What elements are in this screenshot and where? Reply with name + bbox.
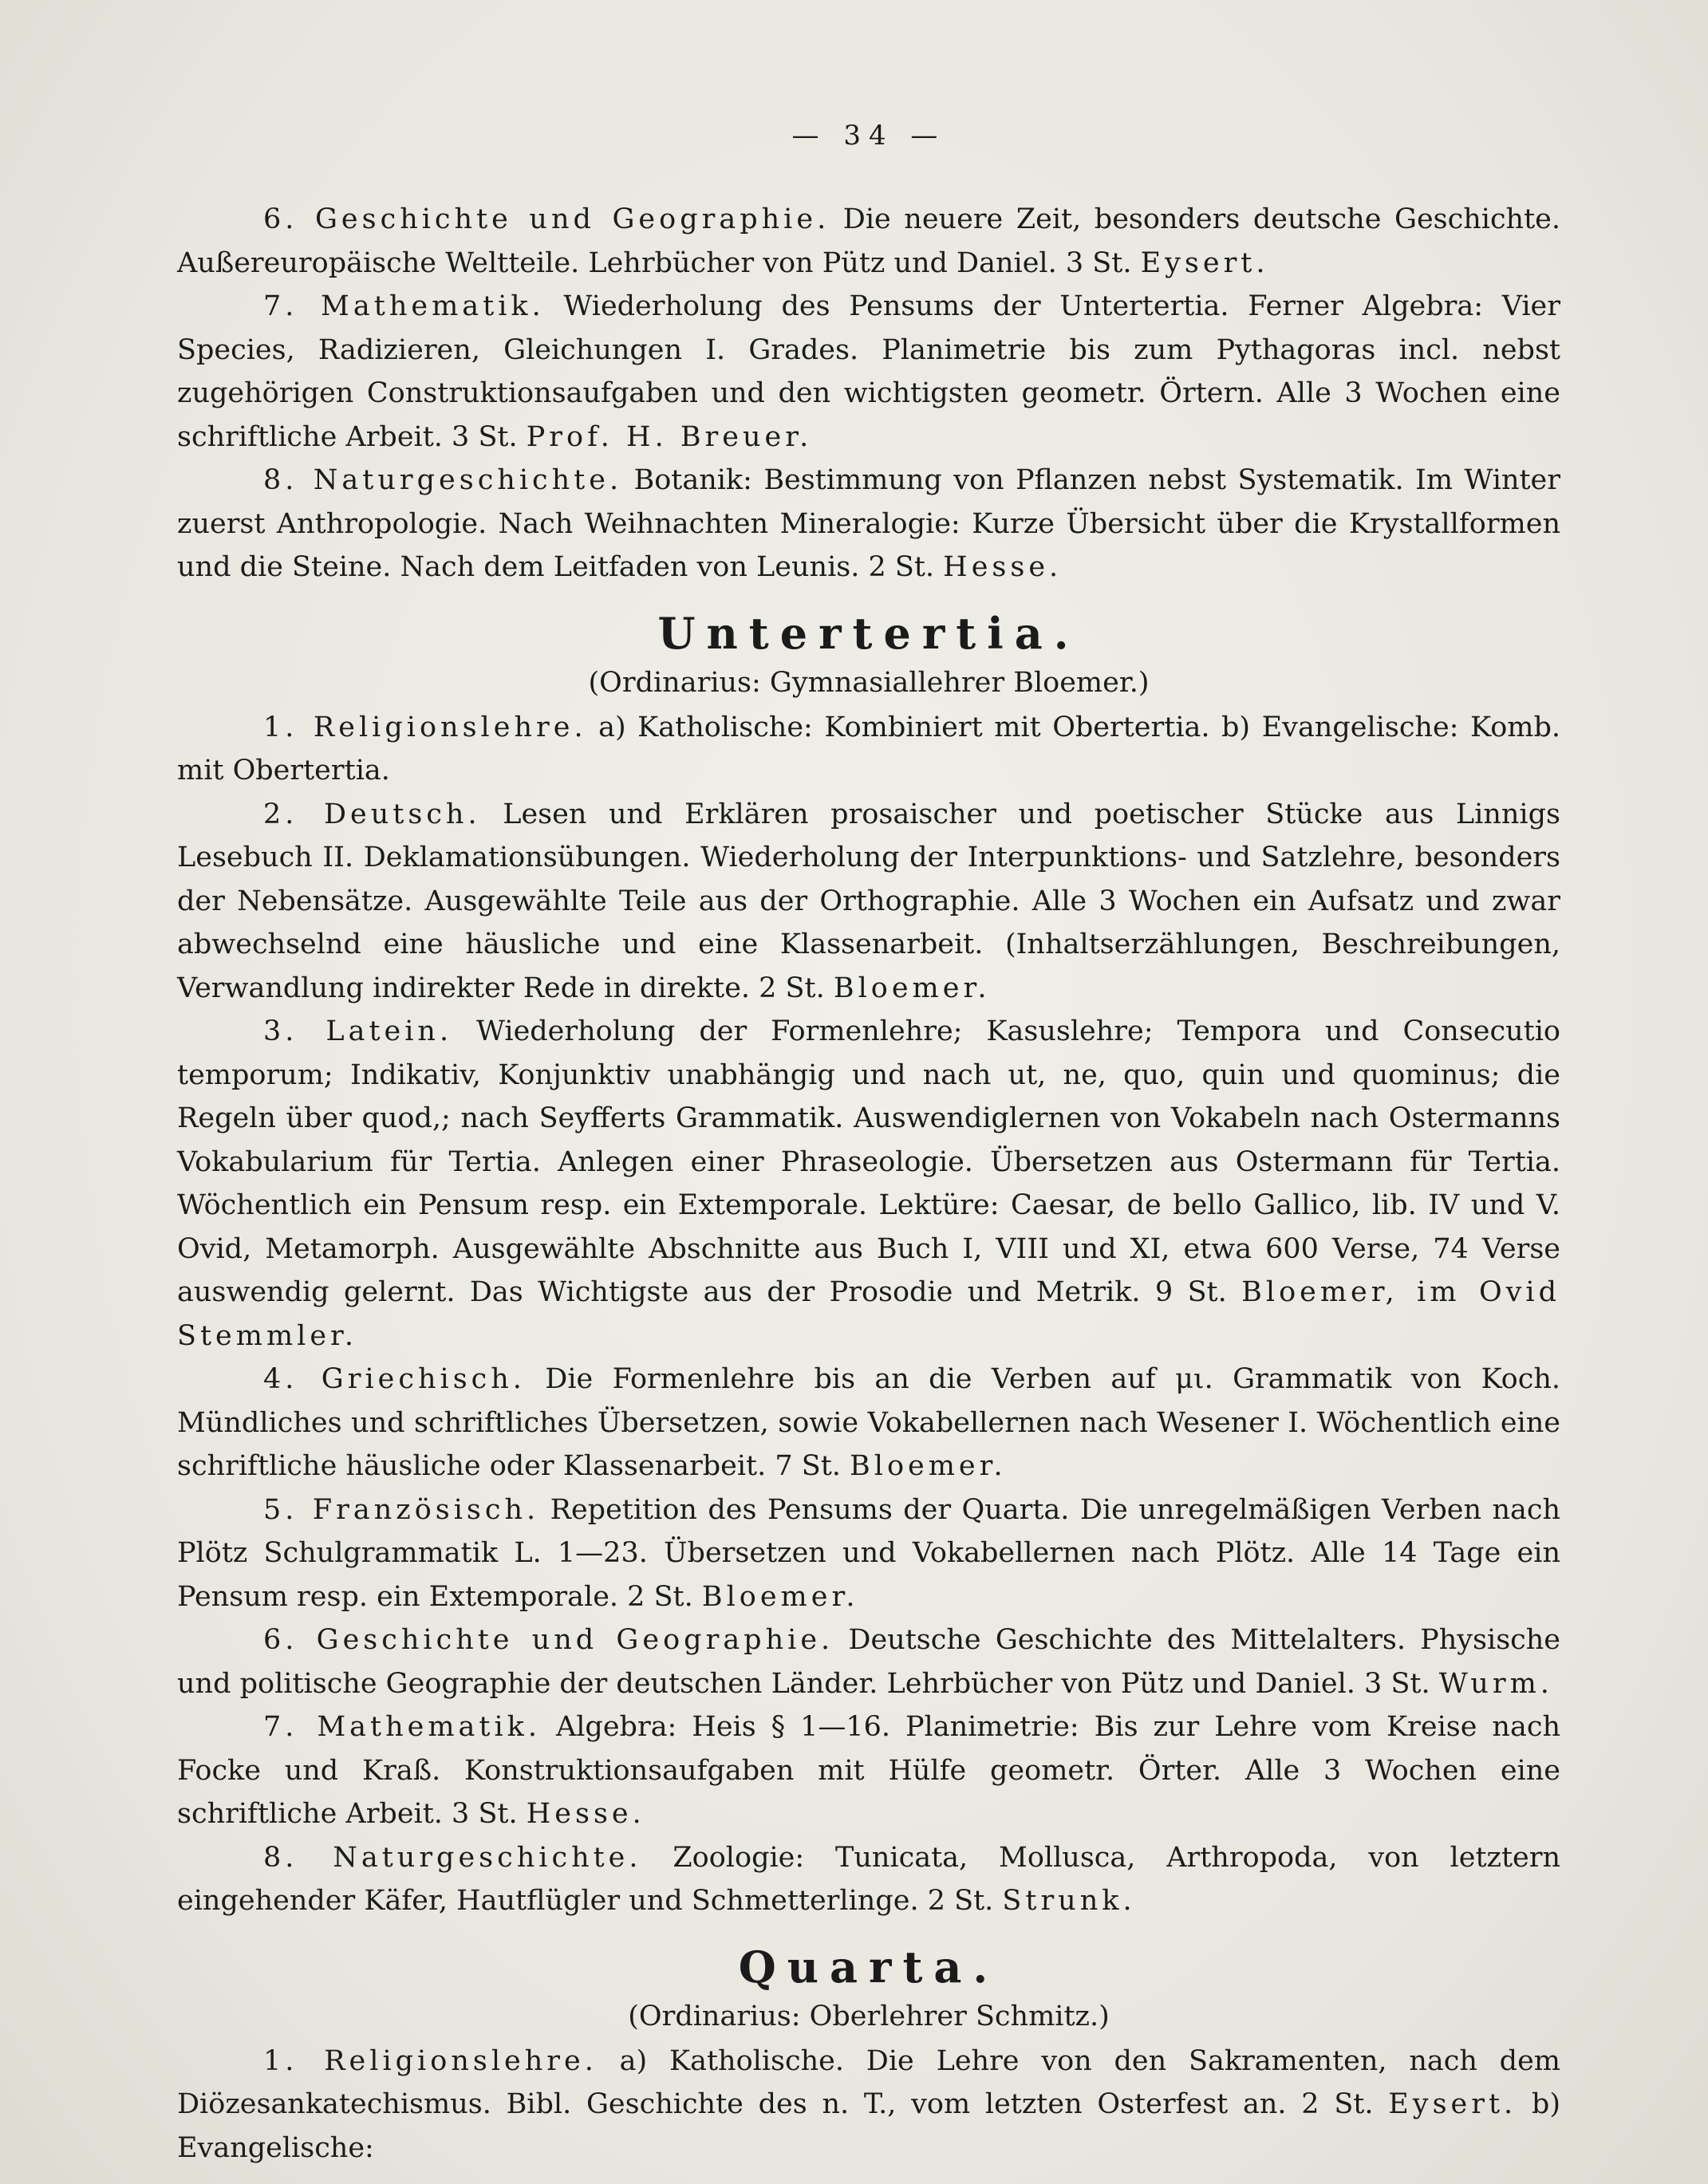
subject-text: Die Formenlehre bis an die Verben auf μι. Grammatik von Koch. Mündliches und schriftliches Übersetzen, sowie Vokabellernen nach Wesener I. Wöchentlich eine schriftliche häusliche oder Klassenarbeit. 7 St. [177, 1363, 1560, 1482]
section-title: Quarta. [738, 1941, 1000, 1993]
subject-text-tail: b) Evangelische: [177, 2088, 1560, 2164]
subject-name: 1. Religionslehre. [263, 2044, 598, 2077]
subject-name: 2. Deutsch. [263, 798, 481, 830]
teacher-name: Bloemer, im Ovid Stemmler. [177, 1276, 1561, 1352]
subject-name: 8. Naturgeschichte. [263, 1841, 642, 1874]
subject-name: 6. Geschichte und Geographie. [263, 1624, 834, 1656]
teacher-name: Hesse. [526, 1798, 645, 1830]
subject-name: 7. Mathematik. [263, 1711, 542, 1743]
subject-paragraph [177, 285, 1560, 459]
subject-text: Zoologie: Tunicata, Mollusca, Arthropoda, von letztern eingehender Käfer, Hautflügler und Schmetterlinge. 2 St. [177, 1841, 1560, 1917]
teacher-name: Bloemer. [850, 1450, 1007, 1482]
teacher-name: Strunk. [1002, 1885, 1136, 1917]
subject-name: 6. Geschichte und Geographie. [263, 203, 830, 235]
teacher-name: Prof. H. Breuer. [526, 420, 813, 453]
ordinarius-line: (Ordinarius: Oberlehrer Schmitz.) [628, 2000, 1110, 2032]
subject-paragraph [177, 1836, 1560, 1923]
teacher-name: Hesse. [943, 551, 1063, 583]
subject-paragraph [177, 1010, 1560, 1358]
subject-paragraph [177, 1358, 1560, 1488]
subject-text: Repetition des Pensums der Quarta. Die unregelmäßigen Verben nach Plötz Schulgrammatik L. 1—23. Übersetzen und Vokabellernen nach Plötz. Alle 14 Tage ein Pensum resp. ein Extemporale. 2 St. [177, 1493, 1560, 1613]
section-title: Untertertia. [657, 607, 1080, 659]
subject-name: 4. Griechisch. [263, 1363, 526, 1395]
subject-name: 7. Mathematik. [263, 290, 545, 322]
subject-text: Die neuere Zeit, besonders deutsche Geschichte. Außereuropäische Weltteile. Lehrbücher von Pütz und Daniel. 3 St. [177, 203, 1561, 279]
page-number: — 34 — [791, 120, 946, 152]
obertertia-continued [177, 198, 1560, 589]
subject-paragraph [177, 2040, 1560, 2170]
subject-text: Botanik: Bestimmung von Pflanzen nebst Systematik. Im Winter zuerst Anthropologie. Nach Weihnachten Mineralogie: Kurze Übersicht über die Krystallformen und die Steine. Nach dem Leitfaden von Leunis. 2 St. [177, 464, 1560, 583]
subject-name: 3. Latein. [263, 1015, 453, 1047]
subject-name: 1. Religionslehre. [263, 711, 587, 743]
subject-paragraph [177, 1618, 1560, 1705]
teacher-name: Bloemer. [833, 972, 991, 1004]
subject-paragraph [177, 706, 1560, 793]
subject-paragraph [177, 1705, 1560, 1836]
ordinarius-line: (Ordinarius: Gymnasiallehrer Bloemer.) [588, 666, 1150, 699]
subject-text: Wiederholung der Formenlehre; Kasuslehre; Tempora und Consecutio temporum; Indikativ, Konjunktiv unabhängig und nach ut, ne, quo, quin und quominus; die Regeln über quod,; nach Seyfferts Grammatik. Auswendiglernen von Vokabeln nach Ostermanns Vokabularium für Tertia. Anlegen einer Phraseologie. Übersetzen aus Ostermann für Tertia. Wöchentlich ein Pensum resp. ein Extemporale. Lektüre: Caesar, de bello Gallico, lib. IV und V. Ovid, Metamorph. Ausgewählte Abschnitte aus Buch I, VIII und XI, etwa 600 Verse, 74 Verse auswendig gelernt. Das Wichtigste aus der Prosodie und Metrik. 9 St. [177, 1015, 1560, 1308]
subject-text: Wiederholung des Pensums der Untertertia. Ferner Algebra: Vier Species, Radizieren, Gleichungen I. Grades. Planimetrie bis zum Pythagoras incl. nebst zugehörigen Construktionsaufgaben und den wichtigsten geometr. Örtern. Alle 3 Wochen eine schriftliche Arbeit. 3 St. [177, 290, 1560, 453]
subject-name: 8. Naturgeschichte. [263, 464, 623, 496]
subject-paragraph [177, 1488, 1560, 1619]
quarta-section [177, 1942, 1560, 2170]
teacher-name: Eysert. [1140, 246, 1269, 279]
subject-paragraph [177, 459, 1560, 589]
subject-text: a) Katholische. Die Lehre von den Sakramenten, nach dem Diözesankatechismus. Bibl. Geschichte des n. T., vom letzten Osterfest an. 2 St. [177, 2044, 1560, 2120]
subject-paragraph [177, 793, 1560, 1011]
subject-text: Deutsche Geschichte des Mittelalters. Physische und politische Geographie der deutschen Länder. Lehrbücher von Pütz und Daniel. 3 St. [177, 1624, 1561, 1700]
subject-text: Lesen und Erklären prosaischer und poetischer Stücke aus Linnigs Lesebuch II. Deklamationsübungen. Wiederholung der Interpunktions- und Satzlehre, besonders der Nebensätze. Ausgewählte Teile aus der Orthographie. Alle 3 Wochen ein Aufsatz und zwar abwechselnd eine häusliche und eine Klassenarbeit. (Inhaltserzählungen, Beschreibungen, Verwandlung indirekter Rede in direkte. 2 St. [177, 798, 1560, 1004]
subject-text: a) Katholische: Kombiniert mit Obertertia. b) Evangelische: Komb. mit Obertertia. [177, 711, 1560, 786]
teacher-name: Bloemer. [701, 1580, 859, 1613]
untertertia-section [177, 609, 1560, 1923]
teacher-name: Wurm. [1438, 1667, 1553, 1700]
subject-name: 5. Französisch. [263, 1493, 540, 1526]
subject-text: Algebra: Heis § 1—16. Planimetrie: Bis zur Lehre vom Kreise nach Focke und Kraß. Konstruktionsaufgaben mit Hülfe geometr. Örter. Alle 3 Wochen eine schriftliche Arbeit. 3 St. [177, 1711, 1560, 1830]
subject-paragraph [177, 198, 1560, 285]
teacher-name: Eysert. [1388, 2088, 1517, 2120]
